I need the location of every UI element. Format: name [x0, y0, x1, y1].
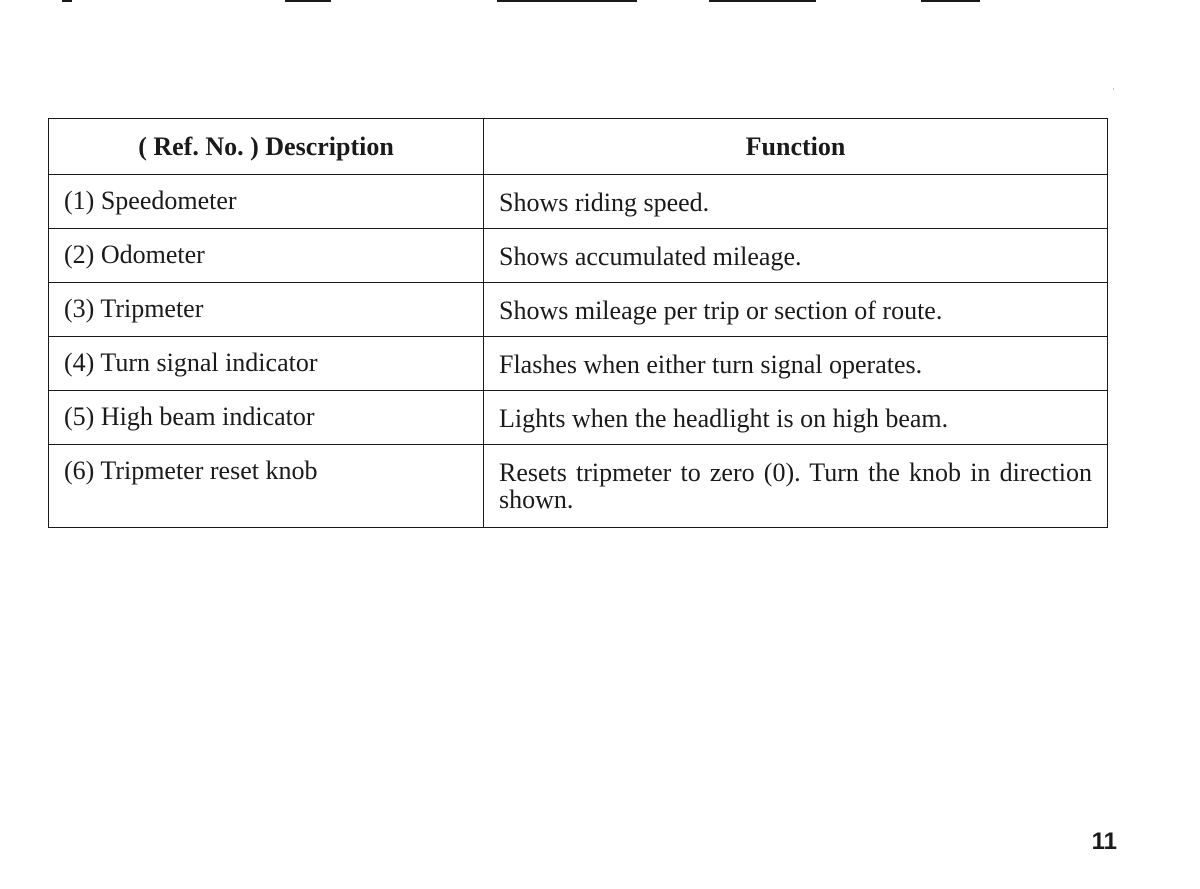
- top-rule-1: [62, 0, 72, 2]
- top-rule-3: [497, 0, 637, 2]
- table-row: [49, 229, 1108, 283]
- function-column-header: Function: [484, 119, 1108, 175]
- description-cell: (4) Turn signal indicator: [49, 337, 484, 391]
- function-cell: Lights when the headlight is on high beam.: [484, 391, 1108, 445]
- description-cell: (5) High beam indicator: [49, 391, 484, 445]
- description-cell: (6) Tripmeter reset knob: [49, 445, 484, 528]
- table-row: [49, 445, 1108, 528]
- table-row: [49, 283, 1108, 337]
- function-cell: Flashes when either turn signal operates.: [484, 337, 1108, 391]
- instrument-function-table: [48, 118, 1108, 528]
- function-cell: Resets tripmeter to zero (0). Turn the knob in direction shown.: [484, 445, 1108, 528]
- table-row: [49, 337, 1108, 391]
- table-row: [49, 391, 1108, 445]
- top-rule-2: [285, 0, 331, 2]
- function-cell: Shows riding speed.: [484, 175, 1108, 229]
- page-number: 11: [1091, 828, 1117, 855]
- description-cell: (2) Odometer: [49, 229, 484, 283]
- scan-mark: [1113, 88, 1114, 90]
- function-cell: Shows mileage per trip or section of route.: [484, 283, 1108, 337]
- description-cell: (1) Speedometer: [49, 175, 484, 229]
- top-rule-5: [921, 0, 980, 2]
- function-cell: Shows accumulated mileage.: [484, 229, 1108, 283]
- top-rule-4: [709, 0, 816, 2]
- description-column-header: ( Ref. No. ) Description: [49, 119, 484, 175]
- table-row: [49, 175, 1108, 229]
- description-cell: (3) Tripmeter: [49, 283, 484, 337]
- table-header-row: [49, 119, 1108, 175]
